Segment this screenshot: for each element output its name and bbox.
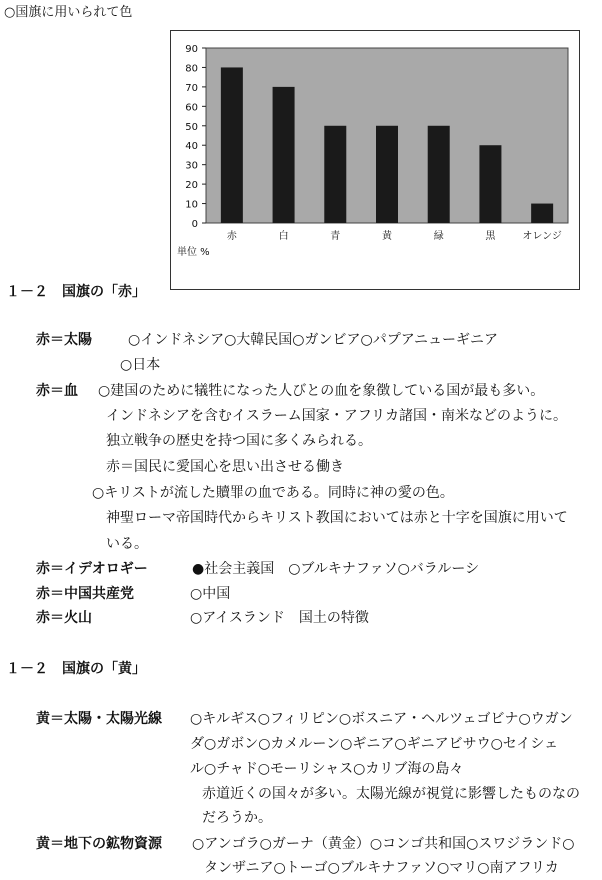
text-red-blood-3: 独立戦争の歴史を持つ国に多くみられる。 — [106, 433, 372, 449]
y-tick-label: 50 — [185, 121, 198, 133]
text-red-sun-2: ○日本 — [120, 357, 161, 373]
bar-chart — [170, 30, 580, 290]
y-tick-label: 20 — [185, 180, 198, 192]
section-heading-red: １－２ 国旗の「赤」 — [6, 284, 146, 300]
bar — [273, 87, 295, 223]
bar — [479, 145, 501, 223]
bar — [531, 204, 553, 223]
unit-label: 単位 % — [177, 247, 210, 258]
y-tick-label: 80 — [185, 63, 198, 75]
y-tick-label: 60 — [185, 102, 198, 114]
term-red-volcano: 赤＝火山 — [36, 610, 92, 626]
text-red-sun-1: ○インドネシア○大韓民国○ガンビア○パプアニューギニア — [128, 332, 499, 348]
bar — [428, 126, 450, 223]
term-red-ccp: 赤＝中国共産党 — [36, 586, 134, 602]
text-red-blood-7: いる。 — [106, 536, 148, 552]
x-tick-label: 赤 — [226, 231, 237, 242]
term-red-sun: 赤＝太陽 — [36, 332, 92, 348]
text-yellow-sun-2: ダ○ガボン○カメルーン○ギニア○ギニアビサウ○セイシェ — [190, 736, 559, 752]
text-red-blood-1: ○建国のために犠牲になった人びとの血を象徴している国が最も多い。 — [98, 383, 545, 399]
x-tick-label: オレンジ — [522, 231, 562, 242]
text-red-ccp: ○中国 — [190, 586, 231, 602]
x-tick-label: 青 — [330, 231, 341, 242]
text-red-blood-4: 赤＝国民に愛国心を思い出させる働き — [106, 459, 344, 475]
x-tick-label: 黄 — [382, 231, 392, 242]
bar — [221, 67, 243, 223]
x-tick-label: 黒 — [485, 231, 496, 242]
text-yellow-mineral-1: ○アンゴラ○ガーナ（黄金）○コンゴ共和国○スワジランド○ — [192, 836, 575, 852]
text-yellow-sun-4: 赤道近くの国々が多い。太陽光線が視覚に影響したものなの — [202, 786, 580, 802]
y-tick-label: 90 — [185, 44, 198, 55]
section-heading-yellow: １－２ 国旗の「黄」 — [6, 661, 146, 677]
term-red-blood: 赤＝血 — [36, 383, 78, 399]
text-yellow-sun-1: ○キルギス○フィリピン○ボスニア・ヘルツェゴビナ○ウガン — [190, 711, 573, 727]
y-tick-label: 70 — [185, 82, 198, 94]
term-yellow-mineral: 黄＝地下の鉱物資源 — [36, 836, 162, 852]
text-red-volcano: ○アイスランド 国土の特徴 — [190, 610, 369, 626]
x-tick-label: 白 — [278, 231, 289, 242]
text-yellow-mineral-2: タンザニア○トーゴ○ブルキナファソ○マリ○南アフリカ — [204, 860, 559, 876]
y-tick-label: 10 — [185, 199, 198, 211]
chart-canvas — [171, 31, 579, 289]
x-tick-label: 緑 — [433, 231, 444, 242]
bar — [324, 126, 346, 223]
text-red-blood-5: ○キリストが流した贖罪の血である。同時に神の愛の色。 — [92, 485, 454, 501]
y-tick-label: 40 — [185, 141, 198, 153]
y-tick-label: 0 — [191, 219, 198, 230]
y-tick-label: 30 — [185, 160, 198, 172]
text-red-ideology: ●社会主義国 ○ブルキナファソ○バラルーシ — [192, 561, 480, 577]
term-yellow-sun: 黄＝太陽・太陽光線 — [36, 711, 162, 727]
text-red-blood-2: インドネシアを含むイスラーム国家・アフリカ諸国・南米などのように。 — [106, 408, 568, 424]
term-red-ideology: 赤＝イデオロギー — [36, 561, 148, 577]
figure-title: ○国旗に用いられて色 — [4, 5, 133, 20]
text-red-blood-6: 神聖ローマ帝国時代からキリスト教国においては赤と十字を国旗に用いて — [106, 510, 568, 526]
text-yellow-sun-5: だろうか。 — [202, 810, 272, 826]
text-yellow-sun-3: ル○チャド○モーリシャス○カリブ海の島々 — [190, 761, 464, 777]
bar — [376, 126, 398, 223]
